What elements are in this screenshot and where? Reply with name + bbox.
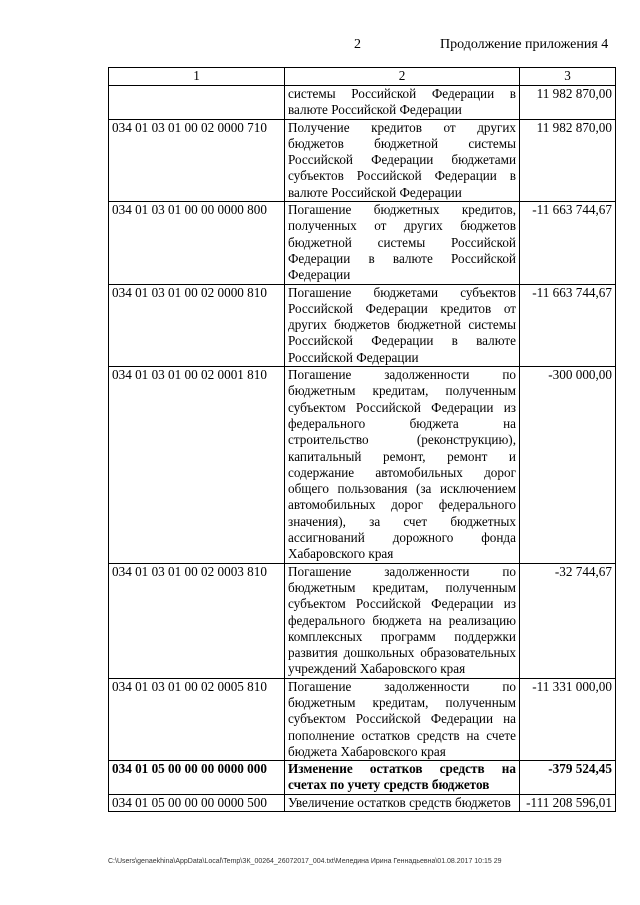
page-number: 2 — [354, 37, 361, 52]
row-code — [109, 86, 285, 120]
table-header-row — [109, 68, 616, 86]
table-body — [109, 86, 616, 812]
column-header-description: 2 — [285, 68, 520, 86]
row-code: 034 01 03 01 00 02 0000 710 — [109, 119, 285, 201]
row-description: Погашение задолженности по бюджетным кредитам, полученным субъектом Российской Федерации из федерального бюджета на строительство (реконструкцию), капитальный ремонт, ремонт и содержание автомобильных дорог общего пользования (за исключением автомобильных дорог федерального значения), за счет бюджетных ассигнований дорожного фонда Хабаровского края — [285, 367, 520, 564]
row-amount: -11 663 744,67 — [520, 284, 616, 366]
continuation-label: Продолжение приложения 4 — [440, 37, 609, 52]
table-row — [109, 678, 616, 760]
column-header-amount: 3 — [520, 68, 616, 86]
table-row — [109, 284, 616, 366]
table-row — [109, 794, 616, 811]
column-header-code: 1 — [109, 68, 285, 86]
row-amount: -300 000,00 — [520, 367, 616, 564]
row-code: 034 01 05 00 00 00 0000 500 — [109, 794, 285, 811]
row-amount: -11 331 000,00 — [520, 678, 616, 760]
row-description: Изменение остатков средств на счетах по учету средств бюджетов — [285, 761, 520, 795]
table-row — [109, 86, 616, 120]
row-description: Погашение бюджетами субъектов Российской Федерации кредитов от других бюджетов бюджетной системы Российской Федерации в валюте Российской Федерации — [285, 284, 520, 366]
table-row — [109, 119, 616, 201]
row-amount: -379 524,45 — [520, 761, 616, 795]
row-description: Погашение задолженности по бюджетным кредитам, полученным субъектом Российской Федерации из федерального бюджета на реализацию комплексных программ поддержки развития дошкольных образовательных учреждений Хабаровского края — [285, 563, 520, 678]
row-code: 034 01 03 01 00 02 0005 810 — [109, 678, 285, 760]
file-path-footer: C:\Users\genaekhina\AppData\Local\Temp\ЗК_00264_26072017_004.txt\Меледина Ирина Геннадьевна\01.08.2017 10:15 29 — [108, 858, 502, 865]
row-description: Получение кредитов от других бюджетов бюджетной системы Российской Федерации бюджетами субъектов Российской Федерации в валюте Российской Федерации — [285, 119, 520, 201]
row-amount: -11 663 744,67 — [520, 202, 616, 284]
budget-table — [108, 67, 616, 812]
table-row — [109, 367, 616, 564]
row-code: 034 01 03 01 00 02 0000 810 — [109, 284, 285, 366]
row-code: 034 01 03 01 00 02 0001 810 — [109, 367, 285, 564]
row-amount: -111 208 596,01 — [520, 794, 616, 811]
row-amount: -32 744,67 — [520, 563, 616, 678]
row-amount: 11 982 870,00 — [520, 86, 616, 120]
row-description: Погашение бюджетных кредитов, полученных от других бюджетов бюджетной системы Российской Федерации в валюте Российской Федерации — [285, 202, 520, 284]
table-row-total — [109, 761, 616, 795]
table-row — [109, 202, 616, 284]
row-description: Погашение задолженности по бюджетным кредитам, полученным субъектом Российской Федерации на пополнение остатков средств на счете бюджета Хабаровского края — [285, 678, 520, 760]
row-description: системы Российской Федерации в валюте Российской Федерации — [285, 86, 520, 120]
row-code: 034 01 03 01 00 00 0000 800 — [109, 202, 285, 284]
row-code: 034 01 05 00 00 00 0000 000 — [109, 761, 285, 795]
table-row — [109, 563, 616, 678]
row-description: Увеличение остатков средств бюджетов — [285, 794, 520, 811]
row-code: 034 01 03 01 00 02 0003 810 — [109, 563, 285, 678]
row-amount: 11 982 870,00 — [520, 119, 616, 201]
